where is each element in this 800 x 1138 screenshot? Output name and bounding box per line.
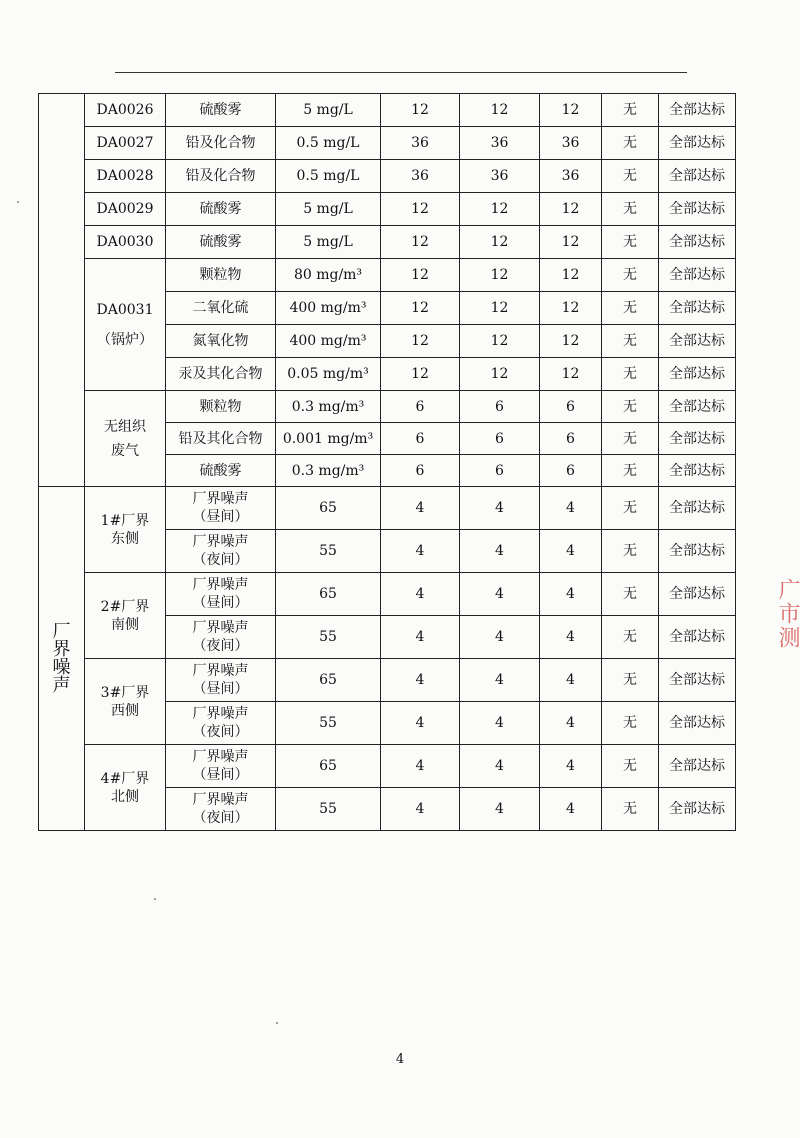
seal-stamp (772, 578, 800, 758)
count-cell: 12 (381, 226, 460, 259)
exceedance-cell: 无 (602, 160, 659, 193)
table-row (39, 127, 736, 160)
count-cell: 6 (540, 423, 602, 455)
result-cell: 全部达标 (659, 788, 736, 831)
table-row (39, 94, 736, 127)
category-char: 界 (52, 638, 71, 660)
noise-site-cell (85, 573, 166, 659)
result-cell: 全部达标 (659, 573, 736, 616)
count-cell: 4 (460, 659, 540, 702)
result-cell: 全部达标 (659, 292, 736, 325)
count-cell: 4 (540, 745, 602, 788)
limit-cell: 0.001 mg/m³ (276, 423, 381, 455)
stamp-text: 广市测 (775, 578, 800, 650)
count-cell: 36 (381, 127, 460, 160)
table-row (39, 745, 736, 788)
boiler-outlet-cell (85, 259, 166, 391)
count-cell: 12 (540, 292, 602, 325)
exceedance-cell: 无 (602, 423, 659, 455)
pollutant-cell: 汞及其化合物 (166, 358, 276, 391)
pollutant-cell: 铅及化合物 (166, 127, 276, 160)
exceedance-cell: 无 (602, 127, 659, 160)
site-side: 东侧 (111, 530, 139, 547)
result-cell: 全部达标 (659, 94, 736, 127)
count-cell: 4 (381, 573, 460, 616)
noise-item-label: 厂界噪声 (192, 577, 249, 593)
noise-item-period: （昼间） (192, 767, 249, 783)
count-cell: 4 (540, 659, 602, 702)
limit-cell: 0.05 mg/m³ (276, 358, 381, 391)
noise-item-label: 厂界噪声 (192, 749, 249, 765)
count-cell: 4 (540, 788, 602, 831)
count-cell: 36 (460, 160, 540, 193)
result-cell: 全部达标 (659, 226, 736, 259)
count-cell: 4 (381, 745, 460, 788)
noise-item-label: 厂界噪声 (192, 706, 249, 722)
count-cell: 12 (381, 292, 460, 325)
count-cell: 4 (540, 573, 602, 616)
noise-category-cell (39, 487, 85, 831)
count-cell: 6 (381, 455, 460, 487)
result-cell: 全部达标 (659, 616, 736, 659)
noise-item-cell (166, 530, 276, 573)
exceedance-cell: 无 (602, 788, 659, 831)
limit-cell: 55 (276, 616, 381, 659)
exceedance-cell: 无 (602, 455, 659, 487)
count-cell: 6 (460, 423, 540, 455)
noise-site-cell (85, 659, 166, 745)
table-row (39, 487, 736, 530)
exceedance-cell: 无 (602, 530, 659, 573)
count-cell: 4 (381, 659, 460, 702)
pollutant-cell: 铅及其化合物 (166, 423, 276, 455)
result-cell: 全部达标 (659, 358, 736, 391)
exceedance-cell: 无 (602, 616, 659, 659)
noise-item-cell (166, 616, 276, 659)
count-cell: 4 (460, 530, 540, 573)
noise-item-period: （昼间） (192, 595, 249, 611)
count-cell: 4 (460, 573, 540, 616)
limit-cell: 55 (276, 702, 381, 745)
count-cell: 4 (460, 702, 540, 745)
noise-item-cell (166, 659, 276, 702)
exceedance-cell: 无 (602, 659, 659, 702)
exceedance-cell: 无 (602, 391, 659, 423)
pollutant-cell: 二氧化硫 (166, 292, 276, 325)
pollutant-cell: 硫酸雾 (166, 94, 276, 127)
count-cell: 12 (540, 193, 602, 226)
result-cell: 全部达标 (659, 325, 736, 358)
limit-cell: 55 (276, 788, 381, 831)
page-number: 4 (395, 1052, 405, 1067)
exceedance-cell: 无 (602, 487, 659, 530)
noise-item-cell (166, 702, 276, 745)
count-cell: 6 (460, 391, 540, 423)
site-label: 3#厂界 (100, 684, 150, 701)
scan-speck (276, 1022, 278, 1024)
count-cell: 12 (540, 358, 602, 391)
noise-item-period: （昼间） (192, 681, 249, 697)
table-row (39, 573, 736, 616)
result-cell: 全部达标 (659, 391, 736, 423)
noise-site-cell (85, 487, 166, 573)
count-cell: 12 (540, 259, 602, 292)
noise-item-cell (166, 487, 276, 530)
noise-item-label: 厂界噪声 (192, 534, 249, 550)
result-cell: 全部达标 (659, 659, 736, 702)
outlet-id: DA0026 (85, 94, 166, 127)
count-cell: 4 (381, 788, 460, 831)
exceedance-cell: 无 (602, 745, 659, 788)
group-label: 无组织 (104, 418, 146, 435)
table-row (39, 160, 736, 193)
site-label: 4#厂界 (100, 770, 150, 787)
count-cell: 4 (460, 487, 540, 530)
noise-item-cell (166, 788, 276, 831)
limit-cell: 65 (276, 487, 381, 530)
pollutant-cell: 硫酸雾 (166, 455, 276, 487)
count-cell: 36 (381, 160, 460, 193)
count-cell: 6 (540, 391, 602, 423)
pollutant-cell: 氮氧化物 (166, 325, 276, 358)
exceedance-cell: 无 (602, 325, 659, 358)
limit-cell: 80 mg/m³ (276, 259, 381, 292)
count-cell: 36 (540, 160, 602, 193)
table-row (39, 659, 736, 702)
noise-item-label: 厂界噪声 (192, 620, 249, 636)
count-cell: 4 (540, 487, 602, 530)
noise-item-label: 厂界噪声 (192, 792, 249, 808)
count-cell: 12 (540, 325, 602, 358)
count-cell: 12 (460, 325, 540, 358)
result-cell: 全部达标 (659, 745, 736, 788)
result-cell: 全部达标 (659, 455, 736, 487)
limit-cell: 0.3 mg/m³ (276, 391, 381, 423)
count-cell: 36 (540, 127, 602, 160)
outlet-id: DA0031 (96, 301, 154, 318)
result-cell: 全部达标 (659, 259, 736, 292)
count-cell: 12 (381, 259, 460, 292)
count-cell: 12 (460, 259, 540, 292)
outlet-note: （锅炉） (97, 331, 153, 348)
count-cell: 4 (460, 616, 540, 659)
count-cell: 4 (460, 788, 540, 831)
result-cell: 全部达标 (659, 193, 736, 226)
limit-cell: 0.5 mg/L (276, 127, 381, 160)
count-cell: 4 (381, 530, 460, 573)
table-row (39, 226, 736, 259)
noise-item-period: （夜间） (192, 552, 249, 568)
pollutant-cell: 颗粒物 (166, 259, 276, 292)
exceedance-cell: 无 (602, 292, 659, 325)
count-cell: 12 (460, 193, 540, 226)
noise-item-period: （夜间） (192, 724, 249, 740)
result-cell: 全部达标 (659, 160, 736, 193)
count-cell: 12 (460, 358, 540, 391)
count-cell: 12 (460, 94, 540, 127)
table-row (39, 391, 736, 423)
limit-cell: 0.3 mg/m³ (276, 455, 381, 487)
exceedance-cell: 无 (602, 358, 659, 391)
count-cell: 12 (381, 94, 460, 127)
table-row (39, 193, 736, 226)
count-cell: 6 (460, 455, 540, 487)
category-char: 厂 (52, 620, 71, 642)
count-cell: 4 (381, 487, 460, 530)
scan-speck (154, 898, 156, 900)
count-cell: 12 (460, 292, 540, 325)
result-cell: 全部达标 (659, 423, 736, 455)
fugitive-emissions-cell (85, 391, 166, 487)
scan-speck (17, 201, 19, 203)
pollutant-cell: 硫酸雾 (166, 226, 276, 259)
count-cell: 4 (381, 702, 460, 745)
result-cell: 全部达标 (659, 487, 736, 530)
result-cell: 全部达标 (659, 702, 736, 745)
category-char: 噪 (52, 656, 71, 678)
site-side: 西侧 (111, 702, 139, 719)
noise-item-period: （昼间） (192, 509, 249, 525)
count-cell: 4 (540, 530, 602, 573)
result-cell: 全部达标 (659, 530, 736, 573)
outlet-id: DA0028 (85, 160, 166, 193)
pollutant-cell: 硫酸雾 (166, 193, 276, 226)
exceedance-cell: 无 (602, 573, 659, 616)
outlet-id: DA0030 (85, 226, 166, 259)
limit-cell: 5 mg/L (276, 94, 381, 127)
count-cell: 12 (540, 226, 602, 259)
limit-cell: 5 mg/L (276, 226, 381, 259)
noise-item-cell (166, 745, 276, 788)
exceedance-cell: 无 (602, 226, 659, 259)
site-side: 南侧 (111, 616, 139, 633)
noise-site-cell (85, 745, 166, 831)
count-cell: 12 (381, 325, 460, 358)
exceedance-cell: 无 (602, 702, 659, 745)
outlet-id: DA0029 (85, 193, 166, 226)
count-cell: 12 (460, 226, 540, 259)
category-char: 声 (52, 674, 71, 696)
pollutant-cell: 颗粒物 (166, 391, 276, 423)
limit-cell: 400 mg/m³ (276, 292, 381, 325)
count-cell: 4 (540, 702, 602, 745)
noise-item-cell (166, 573, 276, 616)
count-cell: 12 (381, 358, 460, 391)
site-label: 2#厂界 (100, 598, 150, 615)
count-cell: 12 (381, 193, 460, 226)
count-cell: 6 (540, 455, 602, 487)
limit-cell: 65 (276, 573, 381, 616)
count-cell: 12 (540, 94, 602, 127)
noise-item-label: 厂界噪声 (192, 663, 249, 679)
site-label: 1#厂界 (100, 512, 150, 529)
result-cell: 全部达标 (659, 127, 736, 160)
count-cell: 4 (540, 616, 602, 659)
header-rule (115, 72, 687, 73)
count-cell: 36 (460, 127, 540, 160)
limit-cell: 65 (276, 745, 381, 788)
group-label: 废气 (111, 442, 139, 459)
limit-cell: 400 mg/m³ (276, 325, 381, 358)
count-cell: 4 (460, 745, 540, 788)
exceedance-cell: 无 (602, 259, 659, 292)
count-cell: 6 (381, 391, 460, 423)
limit-cell: 0.5 mg/L (276, 160, 381, 193)
noise-item-period: （夜间） (192, 638, 249, 654)
noise-item-label: 厂界噪声 (192, 491, 249, 507)
limit-cell: 65 (276, 659, 381, 702)
exceedance-cell: 无 (602, 94, 659, 127)
table-row (39, 259, 736, 292)
count-cell: 6 (381, 423, 460, 455)
site-side: 北侧 (111, 788, 139, 805)
limit-cell: 55 (276, 530, 381, 573)
category-cell (39, 94, 85, 487)
pollutant-cell: 铅及化合物 (166, 160, 276, 193)
monitoring-results-table (38, 93, 736, 831)
exceedance-cell: 无 (602, 193, 659, 226)
noise-item-period: （夜间） (192, 810, 249, 826)
count-cell: 4 (381, 616, 460, 659)
outlet-id: DA0027 (85, 127, 166, 160)
limit-cell: 5 mg/L (276, 193, 381, 226)
